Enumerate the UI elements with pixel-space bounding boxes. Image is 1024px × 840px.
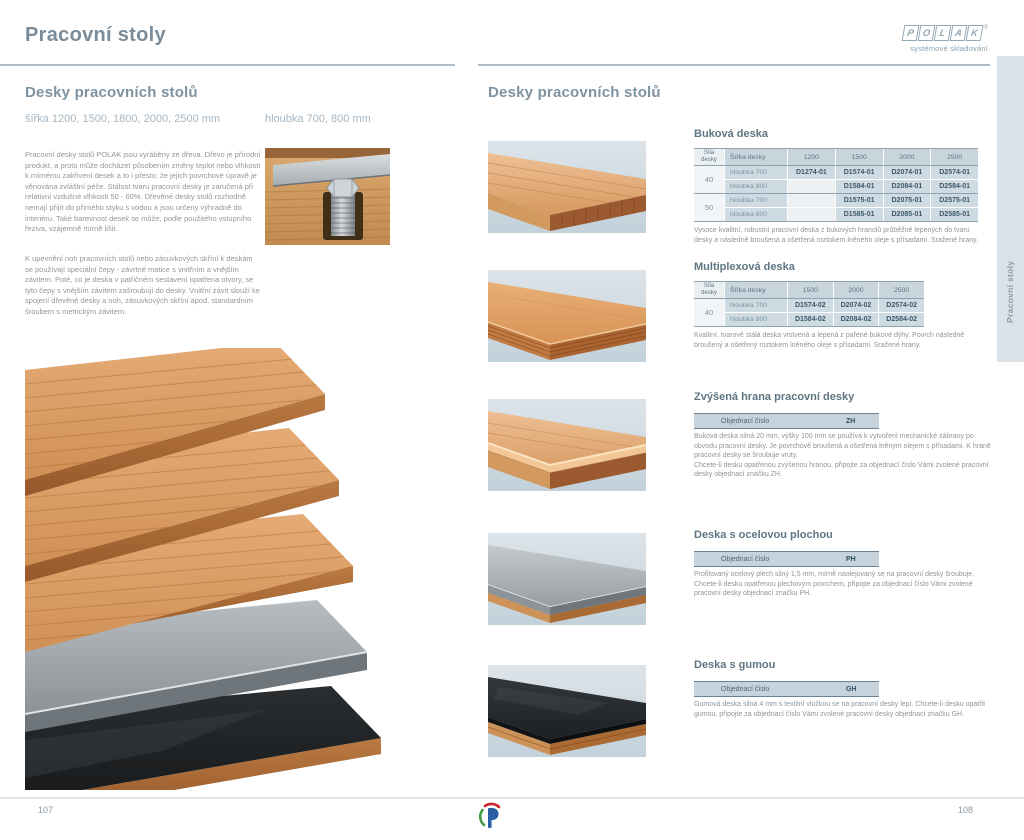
ocelova-title: Deska s ocelovou plochou: [694, 529, 833, 541]
col-header-width: 2500: [931, 149, 978, 165]
zvysena-order-table: [694, 413, 879, 429]
col-header-width: 2500: [879, 282, 924, 298]
multiplex-description: Kvalitní, tvarově stálá deska vrstvená a lepená z pařené bukové dýhy. Povrch následně broušený a ošetřený roztokem lněného oleje s přísadami. Sražené hrany.: [694, 332, 965, 349]
order-code-cell: D2074-01: [884, 166, 931, 179]
multiplex-title: Multiplexová deska: [694, 261, 795, 273]
order-code-cell: D2585-01: [931, 208, 978, 221]
empty-cell: [788, 180, 835, 193]
brand-letter: A: [949, 25, 967, 41]
gumova-title: Deska s gumou: [694, 659, 776, 671]
sila-value: 50: [694, 194, 724, 221]
order-code-cell: D2574-01: [931, 166, 978, 179]
footer-rule: [0, 797, 1024, 799]
insert-bolt-detail-photo: [265, 148, 390, 245]
col-header-width: 1200: [788, 149, 835, 165]
header-rule-right: [478, 64, 990, 66]
hloubka-cell: hloubka 700: [725, 166, 787, 179]
hloubka-cell: hloubka 800: [725, 208, 787, 221]
order-code-cell: D1584-02: [788, 313, 833, 326]
rubber-surface-board-corner-photo: [488, 665, 646, 757]
order-code: ZH: [846, 417, 856, 425]
zvysena-title: Zvýšená hrana pracovní desky: [694, 391, 855, 403]
brand-letter: P: [901, 25, 919, 41]
col-header-width: 1500: [788, 282, 833, 298]
col-header-width: 1500: [836, 149, 883, 165]
col-header-sirka: Šířka desky: [725, 149, 787, 165]
header-rule-left: [0, 64, 455, 66]
order-number-label: Objednací číslo: [721, 417, 770, 425]
order-number-label: Objednací číslo: [721, 685, 770, 693]
bukova-table: [694, 148, 978, 222]
side-tab-label: Pracovní stoly: [1005, 260, 1015, 323]
order-code-cell: D1585-01: [836, 208, 883, 221]
raised-edge-board-corner-photo: [488, 399, 646, 491]
order-code-cell: D2584-01: [931, 180, 978, 193]
hloubka-cell: hloubka 700: [725, 194, 787, 207]
page-number-right: 108: [958, 805, 974, 815]
gumova-order-table: [694, 681, 879, 697]
order-code-cell: D1574-02: [788, 299, 833, 312]
order-code-cell: D1574-01: [836, 166, 883, 179]
stacked-worktops-photo: [25, 348, 390, 790]
order-code-cell: D1274-01: [788, 166, 835, 179]
col-header-width: 2000: [884, 149, 931, 165]
gumova-description: Gumová deska silná 4 mm s textilní vložkou se na pracovní desky lepí. Chcete-li desku opatřit gumou, připojte za objednací číslo Vámi zvolené pracovní desky objednací značku GH.: [694, 701, 986, 718]
brand-letterboxes: [903, 25, 988, 41]
zvysena-description: Buková deska silná 20 mm, výšky 100 mm se používá k vytvoření mechanické zábrany po obvodu pracovní desky. Je povrchově broušená a ošetřená lněným olejem s přísadami. K hraně pracovní desky se šroubuje vruty. Chcete-li desku opatřenou zvýšenou hranou, připojte za objednací číslo Vámi zvolené pracovní desky objednací značku ZH.: [694, 433, 991, 479]
order-code-cell: D2584-02: [879, 313, 924, 326]
beech-board-corner-photo: [488, 141, 646, 233]
order-number-label: Objednací číslo: [721, 555, 770, 563]
steel-surface-board-corner-photo: [488, 533, 646, 625]
empty-cell: [788, 208, 835, 221]
order-code-cell: D2074-02: [834, 299, 879, 312]
order-code: PH: [846, 555, 856, 563]
col-header-sila: Síla desky: [694, 149, 724, 165]
order-code-cell: D2084-02: [834, 313, 879, 326]
sila-value: 40: [694, 299, 724, 326]
sila-value: 40: [694, 166, 724, 193]
order-code-cell: D2575-01: [931, 194, 978, 207]
brand-letter: O: [917, 25, 935, 41]
multiplex-table: [694, 281, 924, 327]
registered-mark: ®: [983, 24, 988, 31]
width-dimensions: šířka 1200, 1500, 1800, 2000, 2500 mm: [25, 113, 221, 125]
order-code-cell: D1575-01: [836, 194, 883, 207]
col-header-sirka: Šířka desky: [725, 282, 787, 298]
brand-letter: L: [933, 25, 951, 41]
order-code-cell: D2085-01: [884, 208, 931, 221]
bukova-title: Buková deska: [694, 128, 768, 140]
right-section-heading: Desky pracovních stolů: [488, 84, 661, 101]
brand-tagline: systémové skladování: [910, 43, 988, 53]
order-code-cell: D2075-01: [884, 194, 931, 207]
ocelova-order-table: [694, 551, 879, 567]
brand-letter: K: [965, 25, 983, 41]
empty-cell: [788, 194, 835, 207]
order-code-cell: D2084-01: [884, 180, 931, 193]
brand-logo: [903, 22, 988, 53]
intro-paragraph-2: K upevnění noh pracovních stolů nebo zásuvkových skříní k deskám se používají speciální čepy - závrtné matice s vnitřním a vnějším závitem. Poté, co je deska v patřičném sestavení opatřena otvory, se tyto čepy s vnějším závitem zašroubují do desky. Vnitřní závit slouží ke spojení dřevěné desky a noh, zásuvkových skříní apod. standardním šroubem s metrickým závitem.: [25, 254, 260, 316]
footer-brand-mark-icon: [478, 801, 504, 831]
hloubka-cell: hloubka 800: [725, 313, 787, 326]
bukova-description: Vysoce kvalitní, robustní pracovní deska z bukových hranolů průběžně lepených do tvaru desky a následně broušená a ošetřená roztokem lněného oleje s přísadami. Sražené hrany.: [694, 227, 978, 244]
col-header-width: 2000: [834, 282, 879, 298]
ocelova-description: Profilovaný ocelový plech silný 1,5 mm, mírně naolejovaný se na pracovní desky šroubuje. Chcete-li desku opatřenou plechovým povrchem, připojte za objednací číslo Vámi zvolené pracovní desky objednací značku PH.: [694, 571, 975, 598]
col-header-sila: Síla desky: [694, 282, 724, 298]
order-code-cell: D1584-01: [836, 180, 883, 193]
multiplex-board-corner-photo: [488, 270, 646, 362]
order-code-cell: D2574-02: [879, 299, 924, 312]
page-number-left: 107: [38, 805, 54, 815]
depth-dimensions: hloubka 700, 800 mm: [265, 113, 371, 125]
left-section-heading: Desky pracovních stolů: [25, 84, 198, 101]
hloubka-cell: hloubka 700: [725, 299, 787, 312]
hloubka-cell: hloubka 800: [725, 180, 787, 193]
order-code: GH: [846, 685, 857, 693]
intro-paragraph-1: Pracovní desky stolů POLAK jsou vyráběny ze dřeva. Dřevo je přírodní produkt, a proto může docházet působením změny teplot nebo vlhkosti k mírnému zakřivení desek a to i přesto, že jejich povrchové úpravě je věnována zvláštní péče. Stálost tvaru pracovní desky je zaručená při relativní vzdušné vlhkosti 50 - 60%. Dřevěné desky stolů rozhodně nemají přijít do přímého styku s vodou a jsou určeny výhradně do interiéru. Také barevnost desek se může, podle použitého vstupního řeziva, vzájemně mírně lišit.: [25, 150, 261, 234]
page-title: Pracovní stoly: [25, 24, 166, 46]
